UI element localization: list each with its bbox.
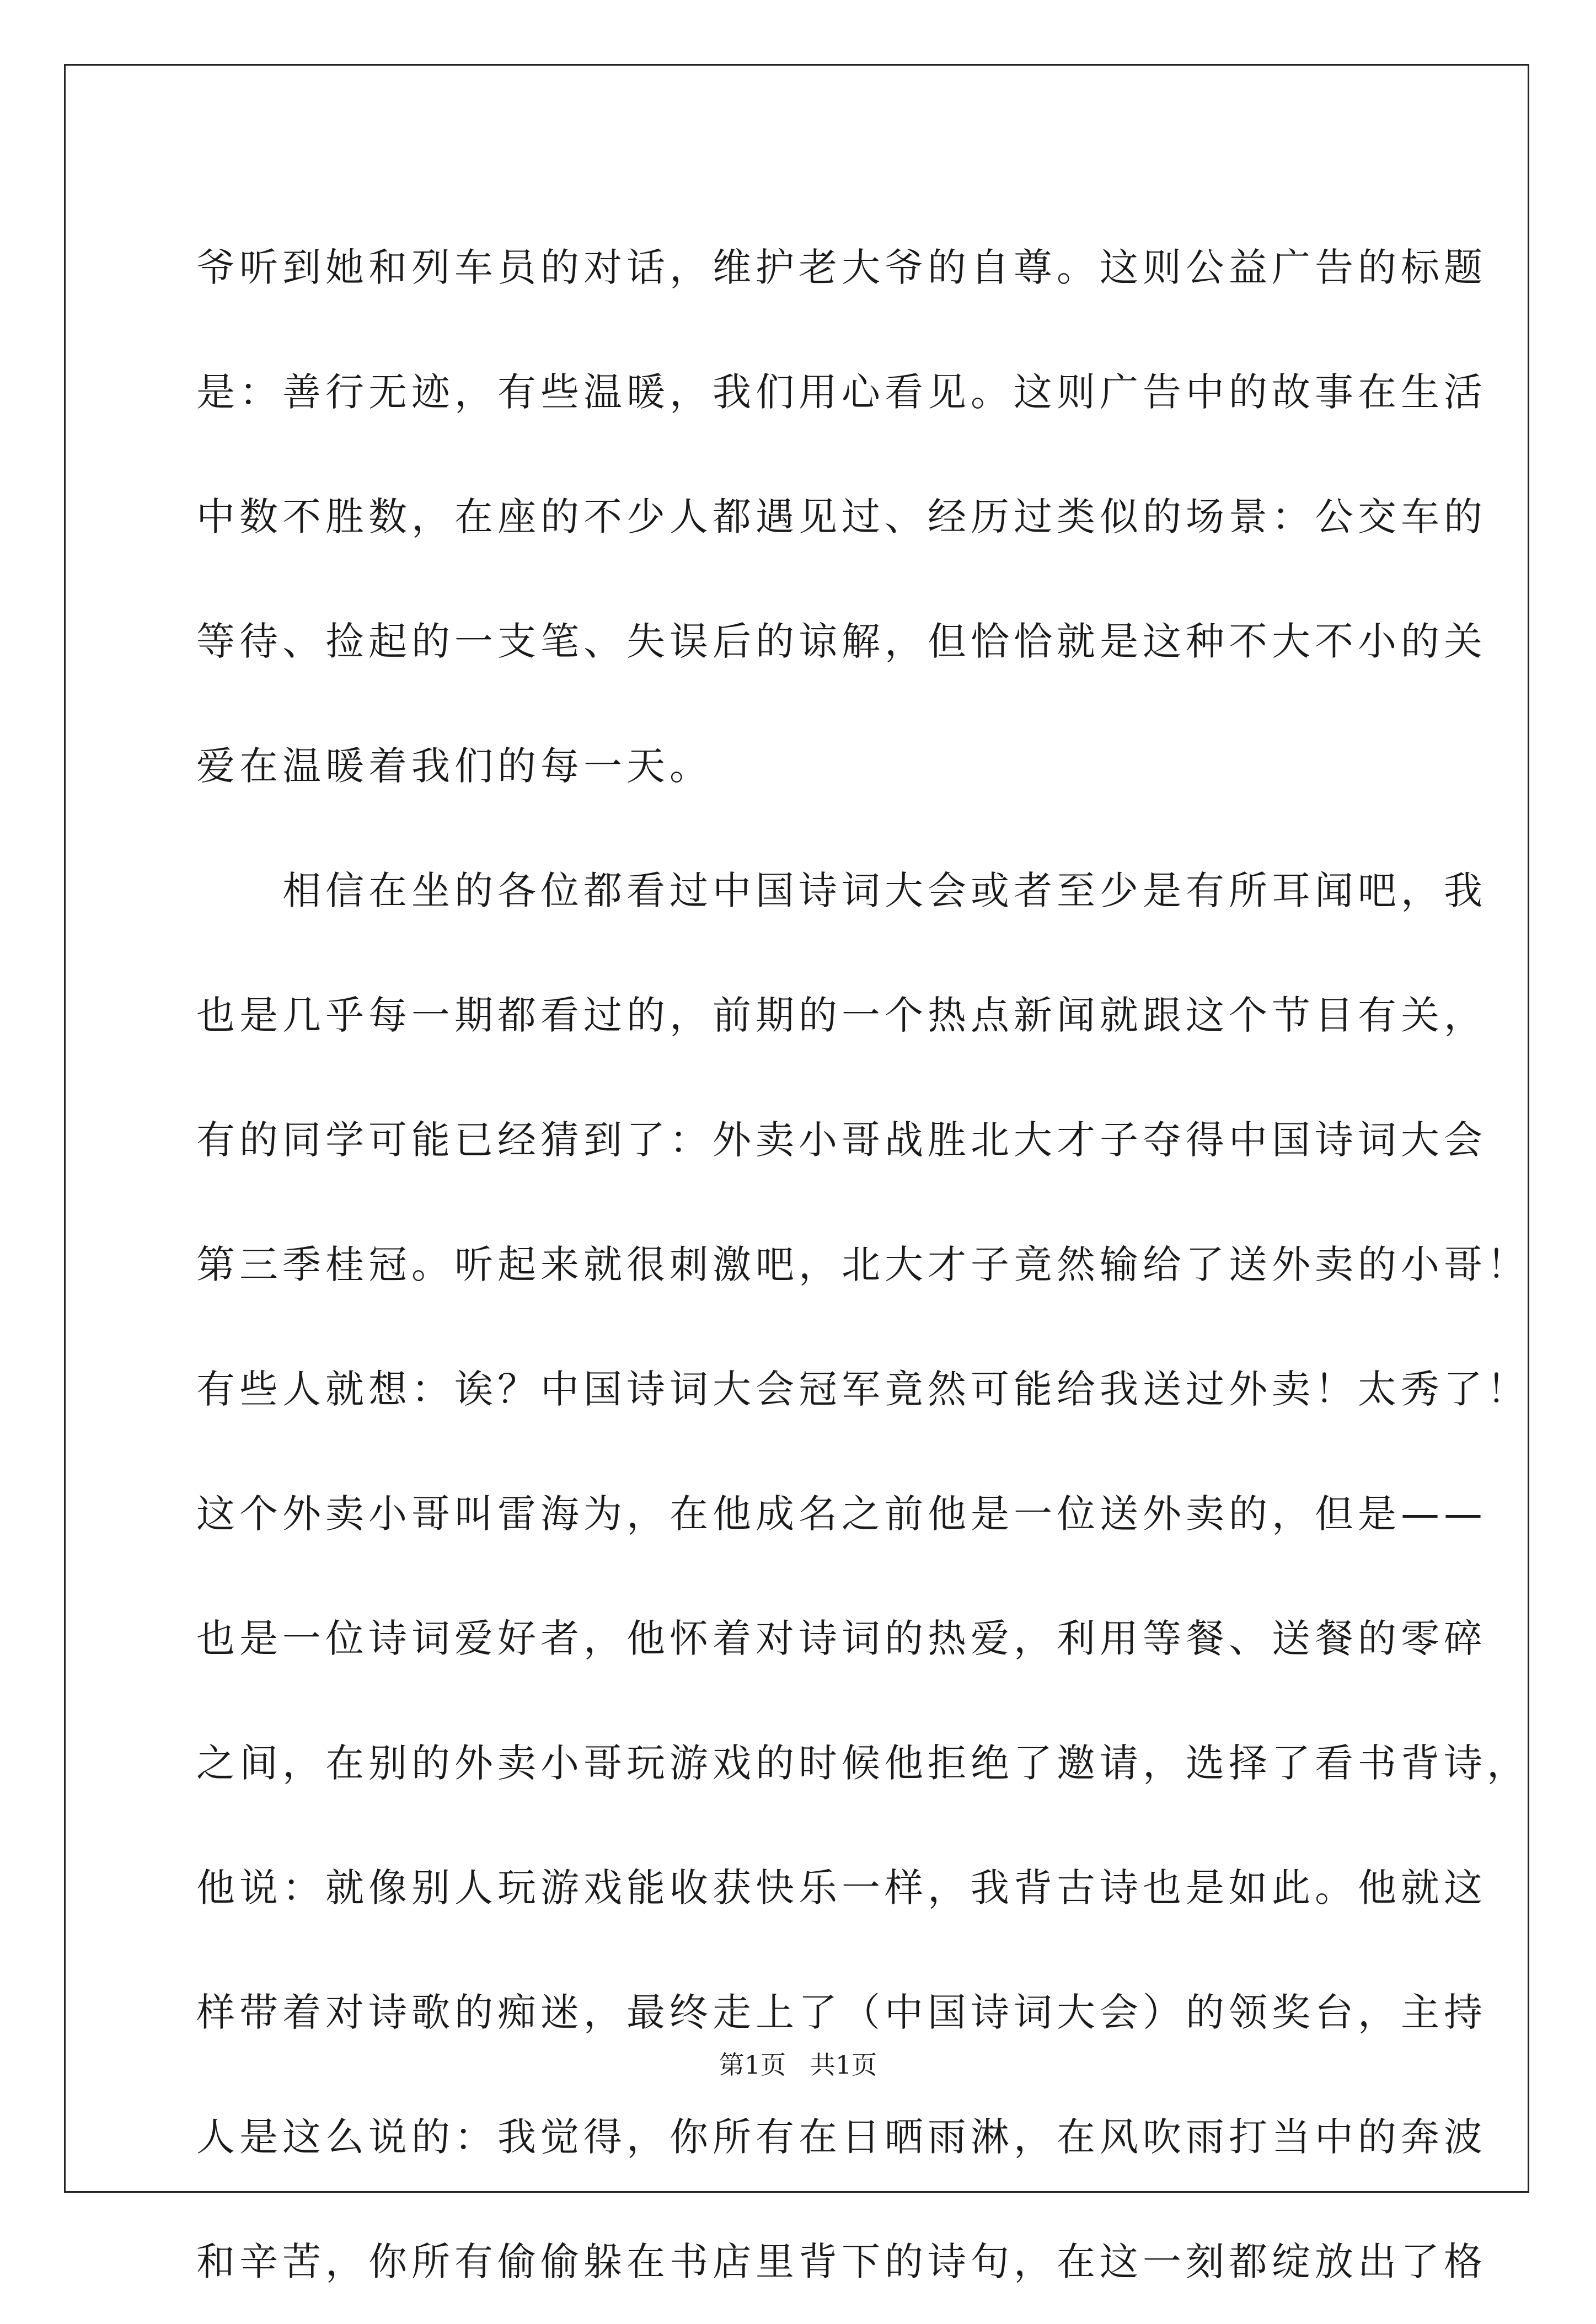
text-line: 有的同学可能已经猜到了：外卖小哥战胜北大才子夺得中国诗词大会 [196, 1117, 1487, 1163]
text-line: 人是这么说的：我觉得，你所有在日晒雨淋，在风吹雨打当中的奔波 [196, 2114, 1487, 2160]
document-body [196, 205, 1530, 2324]
text-line: 中数不胜数，在座的不少人都遇见过、经历过类似的场景：公交车的 [196, 494, 1487, 539]
page-number-footer: 第1页 共1页 [719, 2050, 877, 2080]
text-line: 样带着对诗歌的痴迷，最终走上了（中国诗词大会）的领奖台，主持 [196, 1990, 1487, 2035]
text-line: 这个外卖小哥叫雷海为，在他成名之前他是一位送外卖的，但是—— [196, 1491, 1487, 1536]
text-line: 也是一位诗词爱好者，他怀着对诗词的热爱，利用等餐、送餐的零碎 [196, 1616, 1487, 1661]
text-line: 有些人就想：诶？中国诗词大会冠军竟然可能给我送过外卖！太秀了！ [196, 1367, 1530, 1412]
text-line: 和辛苦，你所有偷偷躲在书店里背下的诗句，在这一刻都绽放出了格 [196, 2239, 1487, 2284]
text-line: 也是几乎每一期都看过的，前期的一个热点新闻就跟这个节目有关， [196, 993, 1487, 1038]
paragraph-first-line: 相信在坐的各位都看过中国诗词大会或者至少是有所耳闻吧，我 [282, 868, 1487, 913]
text-line: 爱在温暖着我们的每一天。 [196, 743, 713, 789]
text-line: 等待、捡起的一支笔、失误后的谅解，但恰恰就是这种不大不小的关 [196, 619, 1487, 664]
text-line: 第三季桂冠。听起来就很刺激吧，北大才子竟然输给了送外卖的小哥！ [196, 1242, 1530, 1287]
text-line: 爷听到她和列车员的对话，维护老大爷的自尊。这则公益广告的标题 [196, 245, 1487, 290]
text-line: 他说：就像别人玩游戏能收获快乐一样，我背古诗也是如此。他就这 [196, 1865, 1487, 1910]
text-line: 之间，在别的外卖小哥玩游戏的时候他拒绝了邀请，选择了看书背诗， [196, 1741, 1530, 1786]
text-line: 是：善行无迹，有些温暖，我们用心看见。这则广告中的故事在生活 [196, 370, 1487, 415]
